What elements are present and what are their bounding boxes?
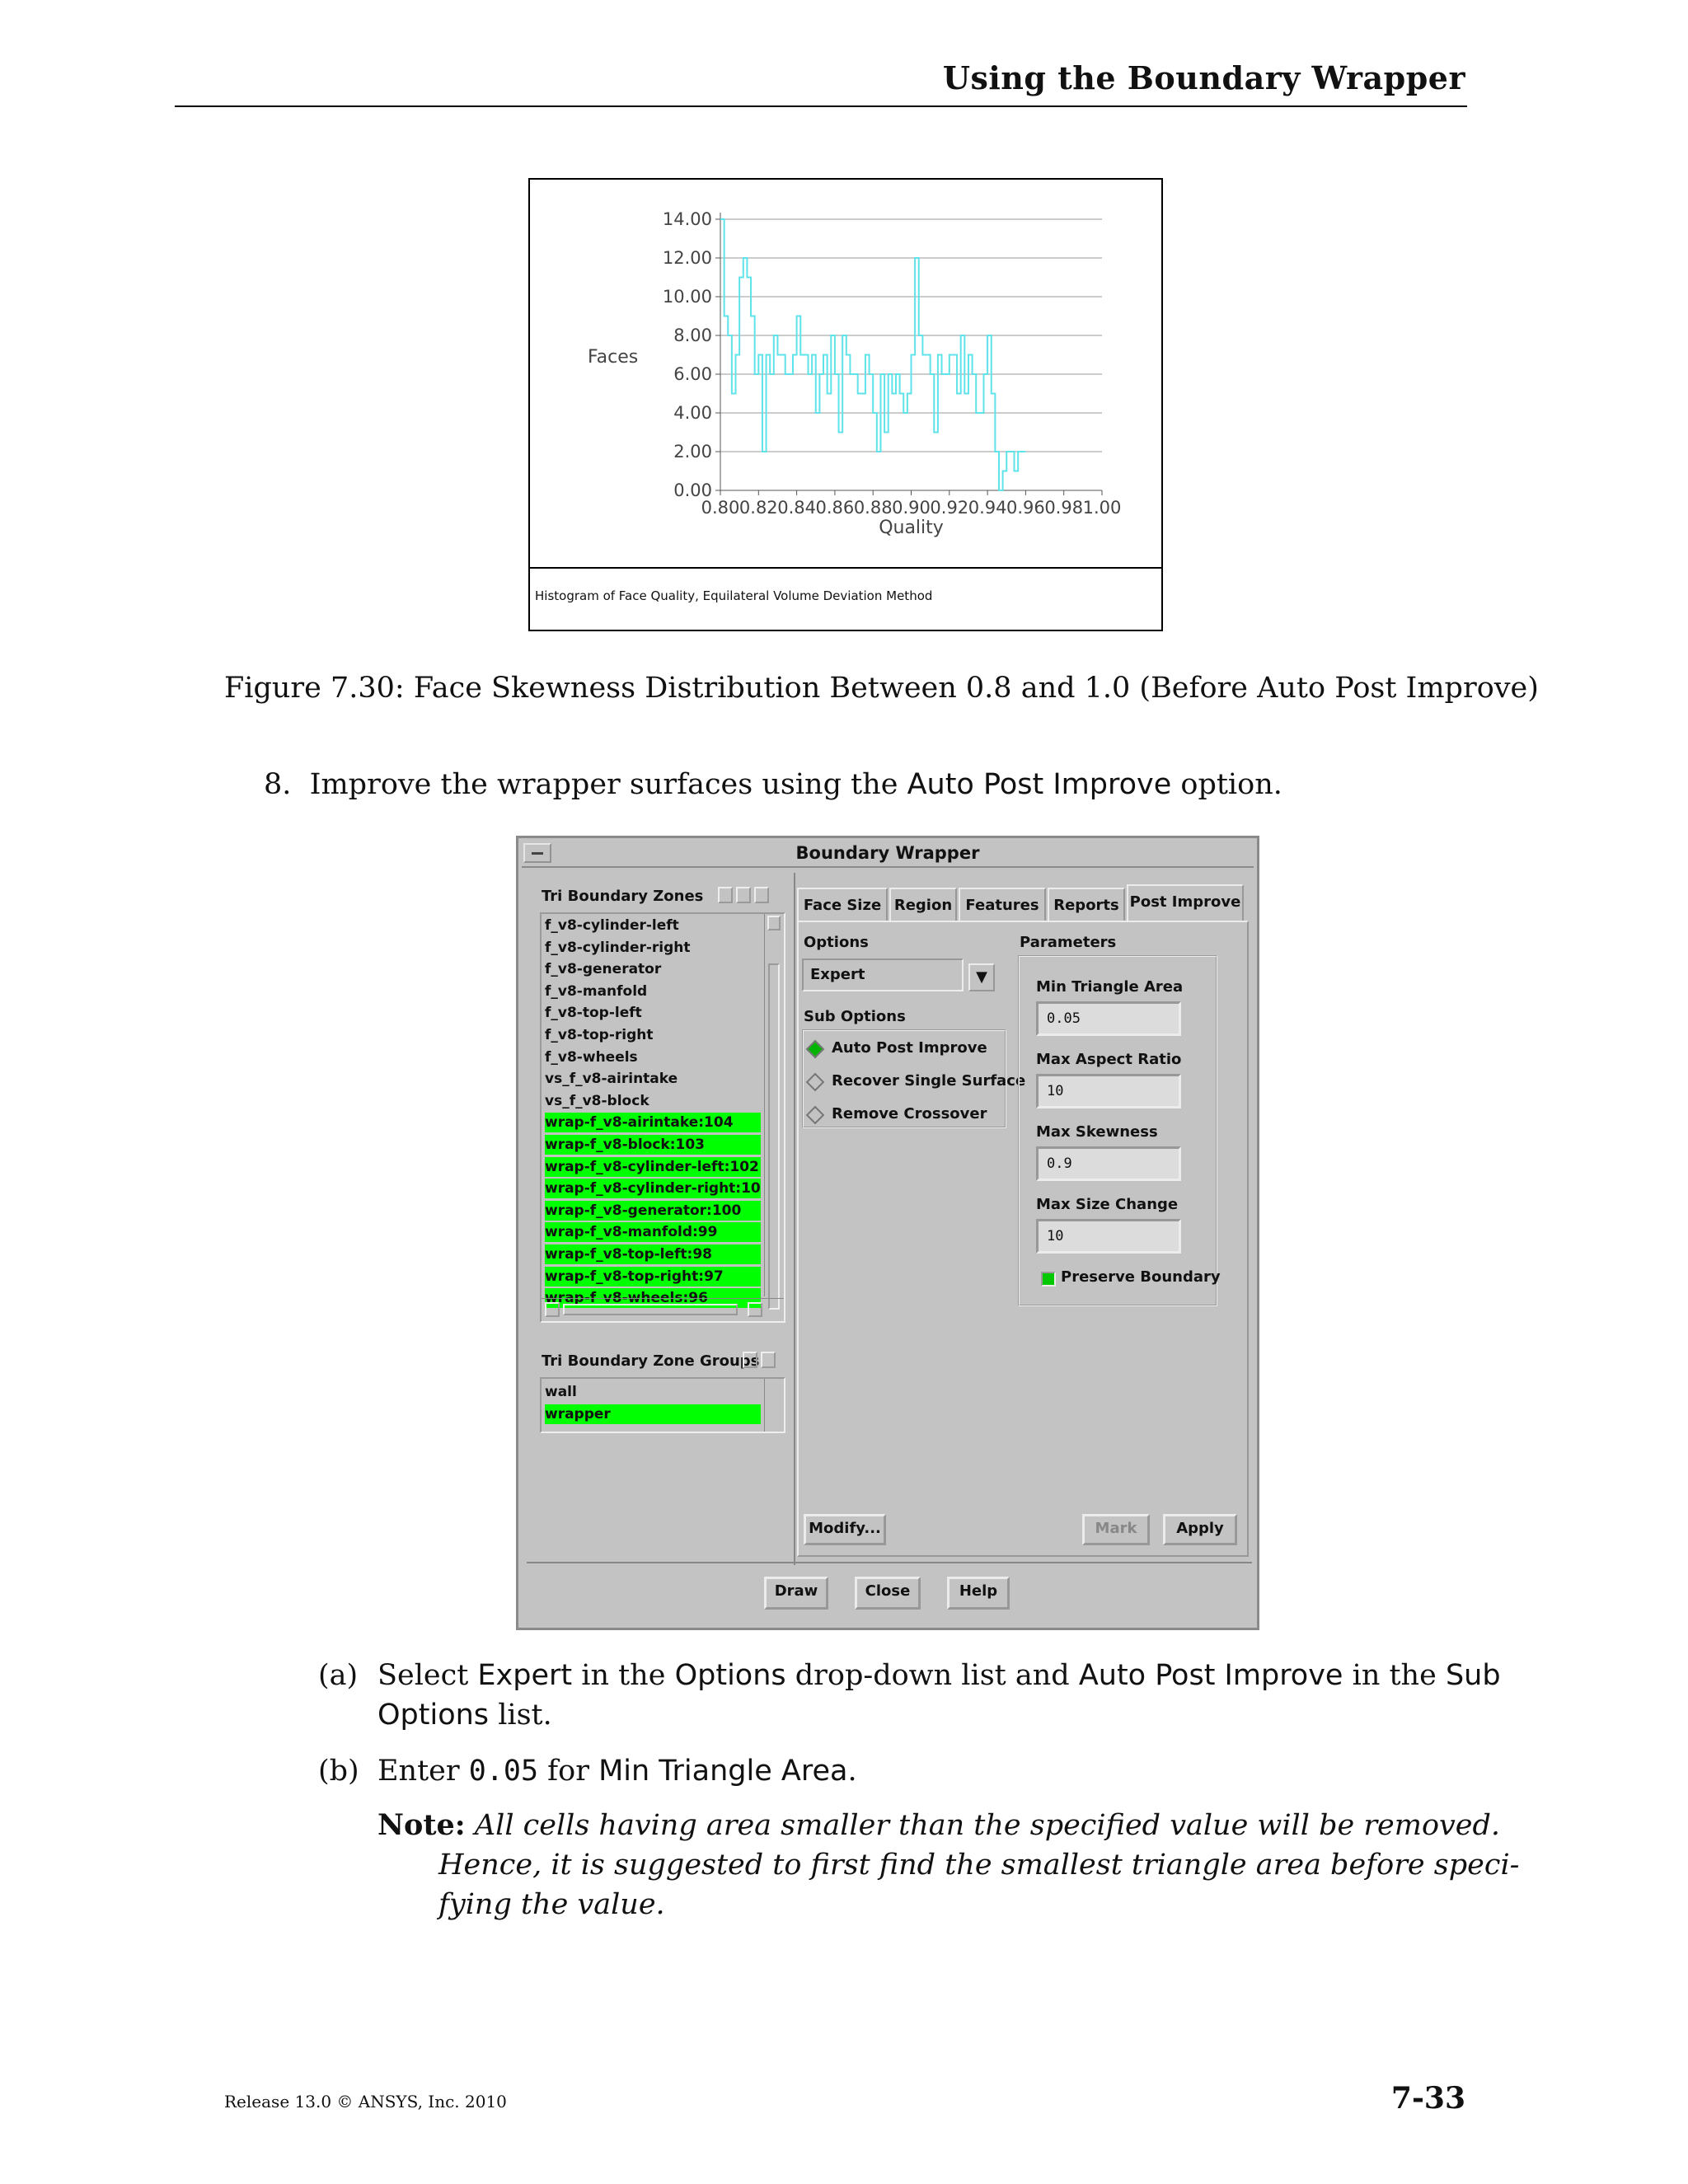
modify-button[interactable]: Modify... — [804, 1514, 886, 1545]
zone-list-item[interactable]: vs_f_v8-block — [545, 1092, 649, 1109]
min-triangle-area-input[interactable]: 0.05 — [1036, 1001, 1181, 1036]
zone-list-item[interactable]: f_v8-top-left — [545, 1005, 642, 1022]
window-menu-button[interactable] — [523, 843, 551, 863]
zone-list-item[interactable]: wrap-f_v8-manfold:99 — [545, 1222, 761, 1242]
parameters-group — [1018, 955, 1221, 1306]
max-size-change-input[interactable]: 10 — [1036, 1219, 1181, 1254]
x-axis-label: Quality — [879, 518, 944, 538]
note-label: Note: — [377, 1808, 466, 1842]
preserve-boundary-label: Preserve Boundary — [1061, 1268, 1221, 1286]
radio-diamond-icon — [806, 1106, 825, 1125]
page-number: 7-33 — [1390, 2081, 1465, 2116]
figure-caption: Figure 7.30: Face Skewness Distribution Between 0.8 and 1.0 (Before Auto Post Improve) — [224, 672, 1539, 705]
close-button[interactable]: Close — [855, 1577, 921, 1610]
zones-list-items — [542, 916, 766, 1307]
scroll-left-arrow-icon[interactable] — [545, 1302, 560, 1317]
text: for — [547, 1755, 589, 1788]
bottom-separator — [527, 1562, 1252, 1563]
step-number: 8. — [264, 768, 292, 801]
radio-diamond-icon — [806, 1073, 825, 1092]
note-line-1: All cells having area smaller than the specified value will be removed. — [474, 1809, 1501, 1842]
x-tick-label: 0.98 — [1044, 498, 1084, 518]
minus-icon — [532, 852, 543, 855]
zone-list-item[interactable]: f_v8-wheels — [545, 1048, 638, 1066]
groups-list-tools — [743, 1351, 779, 1368]
header-rule — [175, 105, 1467, 107]
zone-list-item[interactable]: f_v8-manfold — [545, 982, 648, 1000]
dialog-titlebar — [522, 841, 1254, 868]
footer-release: Release 13.0 © ANSYS, Inc. 2010 — [224, 2092, 507, 2111]
substep-b — [318, 1751, 857, 1791]
text: . — [847, 1755, 857, 1788]
groups-label: Tri Boundary Zone Groups — [542, 1352, 760, 1370]
mark-button[interactable]: Mark — [1082, 1514, 1150, 1545]
boundary-wrapper-dialog — [516, 836, 1259, 1630]
zone-list-item[interactable]: wrap-f_v8-block:103 — [545, 1135, 761, 1155]
deselect-all-icon[interactable] — [761, 1352, 776, 1368]
histogram-chart — [530, 180, 1161, 567]
tab-region[interactable]: Region — [889, 888, 957, 921]
scroll-up-arrow-icon[interactable] — [767, 916, 781, 930]
x-tick-label: 0.80 — [701, 498, 740, 518]
text: drop-down list and — [795, 1659, 1070, 1692]
options-selected-value: Expert — [810, 966, 865, 983]
tab-face-size[interactable]: Face Size — [797, 888, 888, 921]
zone-list-item[interactable]: f_v8-top-right — [545, 1027, 654, 1043]
select-all-icon[interactable] — [743, 1352, 757, 1368]
zones-horizontal-scrollbar[interactable] — [542, 1298, 784, 1322]
draw-button[interactable]: Draw — [764, 1577, 828, 1610]
note — [377, 1806, 1519, 1924]
deselect-all-icon[interactable] — [736, 887, 751, 903]
x-tick-label: 0.94 — [968, 498, 1007, 518]
scroll-thumb[interactable] — [768, 963, 780, 1310]
zone-list-item[interactable]: wrap-f_v8-generator:100 — [545, 1201, 761, 1221]
zone-list-item[interactable]: wrap-f_v8-cylinder-left:102 — [545, 1157, 761, 1177]
select-all-icon[interactable] — [718, 887, 733, 903]
text: in the — [1352, 1659, 1437, 1692]
zone-list-item[interactable]: wrap-f_v8-airintake:104 — [545, 1113, 761, 1132]
zone-list-item[interactable]: wrap-f_v8-top-right:97 — [545, 1267, 761, 1286]
min-triangle-area-label: Min Triangle Area — [1036, 978, 1184, 996]
tab-features[interactable]: Features — [959, 888, 1046, 921]
ui-term: Options — [377, 1699, 490, 1732]
y-axis-label: Faces — [588, 347, 639, 368]
sub-option-label: Auto Post Improve — [832, 1039, 987, 1057]
zone-list-item[interactable]: wrap-f_v8-top-left:98 — [545, 1244, 761, 1264]
h-scroll-thumb[interactable] — [563, 1304, 738, 1315]
note-line-2: Hence, it is suggested to first find the smallest triangle area before speci- — [438, 1849, 1520, 1882]
column-divider — [794, 873, 795, 1565]
sub-option-label: Recover Single Surface — [832, 1072, 1026, 1090]
step-text-after: option. — [1180, 768, 1282, 801]
x-tick-label: 0.88 — [853, 498, 893, 518]
dialog-title: Boundary Wrapper — [795, 843, 980, 863]
text: Select — [377, 1659, 469, 1692]
max-aspect-ratio-input[interactable]: 10 — [1036, 1074, 1181, 1108]
groups-listbox[interactable] — [540, 1377, 785, 1433]
histogram-series-line — [720, 219, 1025, 490]
zone-list-item[interactable]: wrap-f_v8-wheels:96 — [545, 1288, 761, 1308]
histogram-caption-box — [530, 567, 1161, 630]
text: in the — [581, 1659, 666, 1692]
filter-list-icon[interactable] — [754, 887, 769, 903]
x-tick-labels — [701, 498, 1122, 518]
y-tick-label: 10.00 — [662, 287, 712, 307]
y-tick-labels — [663, 209, 712, 500]
note-line-3: fying the value. — [438, 1888, 665, 1921]
dropdown-arrow-icon[interactable]: ▼ — [968, 963, 995, 991]
x-tick-label: 0.86 — [815, 498, 855, 518]
radio-diamond-icon — [806, 1040, 825, 1059]
step-8 — [264, 765, 1282, 804]
sub-options-label: Sub Options — [804, 1008, 906, 1025]
x-tick-label: 1.00 — [1082, 498, 1122, 518]
text: list. — [498, 1699, 552, 1732]
groups-vertical-scrollbar[interactable] — [764, 1379, 784, 1432]
zone-list-item[interactable]: wrap-f_v8-cylinder-right:10 — [545, 1180, 761, 1197]
max-skewness-input[interactable]: 0.9 — [1036, 1146, 1181, 1181]
ui-term: Options — [674, 1659, 786, 1692]
x-tick-label: 0.84 — [777, 498, 816, 518]
zone-list-item[interactable]: f_v8-cylinder-left — [545, 917, 679, 934]
group-list-item[interactable]: wrapper — [545, 1404, 761, 1424]
x-tick-label: 0.96 — [1006, 498, 1045, 518]
post-improve-panel — [797, 921, 1249, 1557]
ui-term: Sub — [1445, 1659, 1501, 1692]
max-aspect-ratio-label: Max Aspect Ratio — [1036, 1051, 1182, 1068]
tab-post-improve[interactable]: Post Improve — [1127, 884, 1244, 921]
x-tick-label: 0.90 — [892, 498, 931, 518]
apply-button[interactable]: Apply — [1163, 1514, 1237, 1545]
zones-vertical-scrollbar[interactable] — [764, 914, 784, 1296]
ui-term: Auto Post Improve — [907, 768, 1172, 801]
ui-term: Auto Post Improve — [1078, 1659, 1343, 1692]
preserve-boundary-checkbox[interactable] — [1041, 1272, 1056, 1286]
y-tick-label: 8.00 — [673, 326, 712, 345]
zone-list-item[interactable]: f_v8-generator — [545, 961, 662, 978]
max-skewness-label: Max Skewness — [1036, 1123, 1158, 1141]
histogram-figure — [528, 178, 1163, 631]
max-size-change-label: Max Size Change — [1036, 1196, 1179, 1213]
y-tick-label: 12.00 — [662, 248, 712, 268]
options-label: Options — [804, 934, 869, 951]
y-tick-label: 6.00 — [673, 364, 712, 384]
groups-list-items — [542, 1382, 766, 1428]
x-tick-label: 0.82 — [738, 498, 778, 518]
code-value: 0.05 — [468, 1755, 539, 1788]
y-tick-label: 0.00 — [673, 480, 712, 500]
parameters-label: Parameters — [1020, 934, 1117, 951]
substep-a-line1 — [377, 1656, 1501, 1695]
histogram-caption-text: Histogram of Face Quality, Equilateral Volume Deviation Method — [535, 588, 933, 603]
zone-list-item[interactable]: f_v8-cylinder-right — [545, 939, 691, 956]
sub-options-group — [802, 1029, 1026, 1128]
ui-term: Min Triangle Area — [598, 1755, 848, 1788]
running-header: Using the Boundary Wrapper — [942, 59, 1465, 96]
zones-label: Tri Boundary Zones — [542, 888, 704, 905]
group-list-item[interactable]: wall — [545, 1384, 577, 1400]
ui-term: Expert — [477, 1659, 573, 1692]
help-button[interactable]: Help — [947, 1577, 1010, 1610]
tab-bar — [797, 884, 1250, 921]
scroll-right-arrow-icon[interactable] — [748, 1302, 762, 1317]
substep-marker: (b) — [318, 1755, 359, 1788]
step-text: Improve the wrapper surfaces using the — [309, 768, 898, 801]
zones-list-tools — [718, 886, 772, 903]
text: Enter — [377, 1755, 460, 1788]
substep-a-line2 — [377, 1695, 552, 1735]
sub-option-label: Remove Crossover — [832, 1105, 987, 1122]
options-dropdown[interactable] — [802, 958, 964, 991]
y-tick-label: 14.00 — [662, 209, 712, 229]
tab-reports[interactable]: Reports — [1048, 888, 1125, 921]
y-tick-label: 2.00 — [673, 442, 712, 462]
y-tick-label: 4.00 — [673, 403, 712, 423]
x-tick-label: 0.92 — [930, 498, 969, 518]
substep-marker: (a) — [318, 1659, 359, 1692]
zones-listbox[interactable] — [540, 912, 785, 1323]
zone-list-item[interactable]: vs_f_v8-airintake — [545, 1071, 678, 1088]
